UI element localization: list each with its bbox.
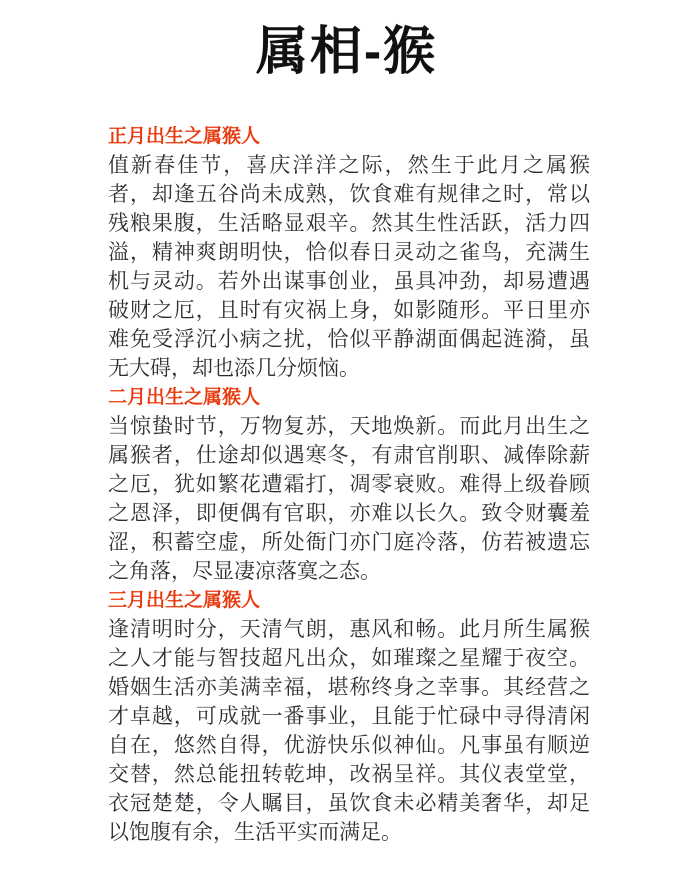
section-body-third-month: 逢清明时分，天清气朗，惠风和畅。此月所生属猴之人才能与智技超凡出众，如璀璨之星耀于夜空。婚姻生活亦美满幸福，堪称终身之幸事。其经营之才卓越，可成就一番事业，且能于忙碌中寻得清闲自在，悠然自得，优游快乐似神仙。凡事虽有顺逆交替，然总能扭转乾坤，改祸呈祥。其仪表堂堂，衣冠楚楚，令人瞩目，虽饮食未必精美奢华，却足以饱腹有余，生活平实而满足。	[108, 618, 590, 844]
section-heading-third-month: 三月出生之属猴人	[108, 590, 261, 611]
section-third-month	[108, 586, 590, 847]
page-title: 属相-猴	[255, 23, 438, 81]
section-first-month	[108, 122, 590, 383]
section-body-first-month: 值新春佳节，喜庆洋洋之际，然生于此月之属猴者，却逢五谷尚未成熟，饮食难有规律之时，常以残粮果腹，生活略显艰辛。然其生性活跃，活力四溢，精神爽朗明快，恰似春日灵动之雀鸟，充满生机与灵动。若外出谋事创业，虽具冲劲，却易遭遇破财之厄，且时有灾祸上身，如影随形。平日里亦难免受浮沉小病之扰，恰似平静湖面偶起涟漪，虽无大碍，却也添几分烦恼。	[108, 154, 590, 380]
article-content	[108, 122, 590, 847]
section-heading-second-month: 二月出生之属猴人	[108, 387, 261, 408]
section-body-second-month: 当惊蛰时节，万物复苏，天地焕新。而此月出生之属猴者，仕途却似遇寒冬，有肃官削职、减俸除薪之厄，犹如繁花遭霜打，凋零衰败。难得上级眷顾之恩泽，即便偶有官职，亦难以长久。致令财囊羞涩，积蓄空虚，所处衙门亦门庭冷落，仿若被遗忘之角落，尽显凄凉落寞之态。	[108, 415, 590, 583]
section-heading-first-month: 正月出生之属猴人	[108, 126, 261, 147]
section-second-month	[108, 383, 590, 586]
